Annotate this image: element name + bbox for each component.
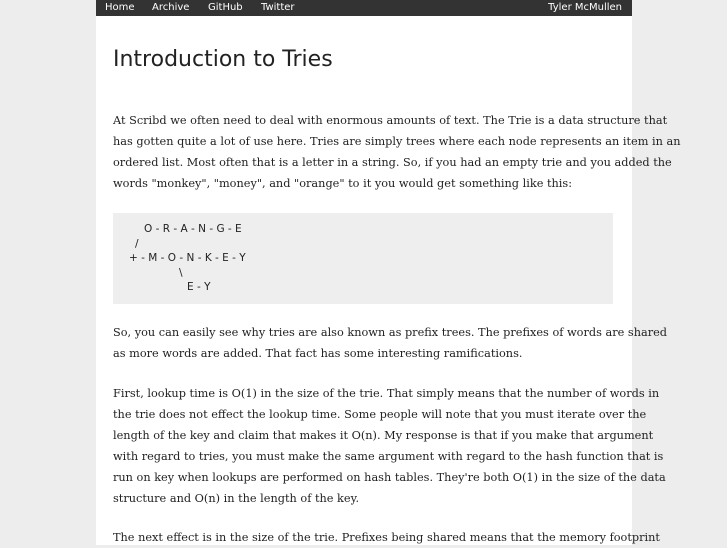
paragraph-line: The next effect is in the size of the trie. Prefixes being shared means that the memory footprint — [113, 531, 660, 544]
diagram-line: + - M - O - N - K - E - Y — [129, 252, 246, 264]
prefix-paragraph — [113, 322, 668, 364]
article-page — [96, 16, 681, 545]
diagram-line: O - R - A - N - G - E — [144, 223, 242, 235]
nav-archive-link[interactable]: Archive — [152, 2, 190, 13]
nav-twitter-link[interactable]: Twitter — [261, 2, 295, 13]
paragraph-line: At Scribd we often need to deal with enormous amounts of text. The Trie is a data structure that — [113, 114, 668, 127]
top-nav-bar — [96, 0, 632, 16]
paragraph-line: with regard to tries, you must make the same argument with regard to the hash function that is — [113, 450, 664, 463]
paragraph-line: So, you can easily see why tries are also known as prefix trees. The prefixes of words are shared — [113, 326, 668, 339]
paragraph-line: the trie does not effect the lookup time. Some people will note that you must iterate over the — [113, 408, 647, 421]
paragraph-line: First, lookup time is O(1) in the size of the trie. That simply means that the number of words in — [113, 387, 660, 400]
nav-github-link[interactable]: GitHub — [208, 2, 243, 13]
diagram-line: E - Y — [187, 281, 211, 293]
paragraph-line: structure and O(n) in the length of the key. — [113, 492, 360, 505]
post-title: Introduction to Tries — [113, 47, 333, 72]
paragraph-line: as more words are added. That fact has some interesting ramifications. — [113, 347, 523, 360]
author-name-link[interactable]: Tyler McMullen — [548, 2, 622, 13]
size-paragraph — [113, 527, 660, 548]
paragraph-line: has gotten quite a lot of use here. Tries are simply trees where each node represents an item in an — [113, 135, 681, 148]
diagram-line: \ — [179, 267, 183, 279]
paragraph-line: ordered list. Most often that is a letter in a string. So, if you had an empty trie and you added the — [113, 156, 672, 169]
lookup-paragraph — [113, 383, 666, 509]
paragraph-line: length of the key and claim that makes it O(n). My response is that if you make that argument — [113, 429, 654, 442]
intro-paragraph — [113, 110, 681, 194]
diagram-line: / — [135, 238, 139, 250]
nav-home-link[interactable]: Home — [105, 2, 135, 13]
paragraph-line: run on key when lookups are performed on hash tables. They're both O(1) in the size of the data — [113, 471, 666, 484]
paragraph-line: words "monkey", "money", and "orange" to it you would get something like this: — [113, 177, 573, 190]
trie-diagram-code-block — [113, 213, 613, 304]
